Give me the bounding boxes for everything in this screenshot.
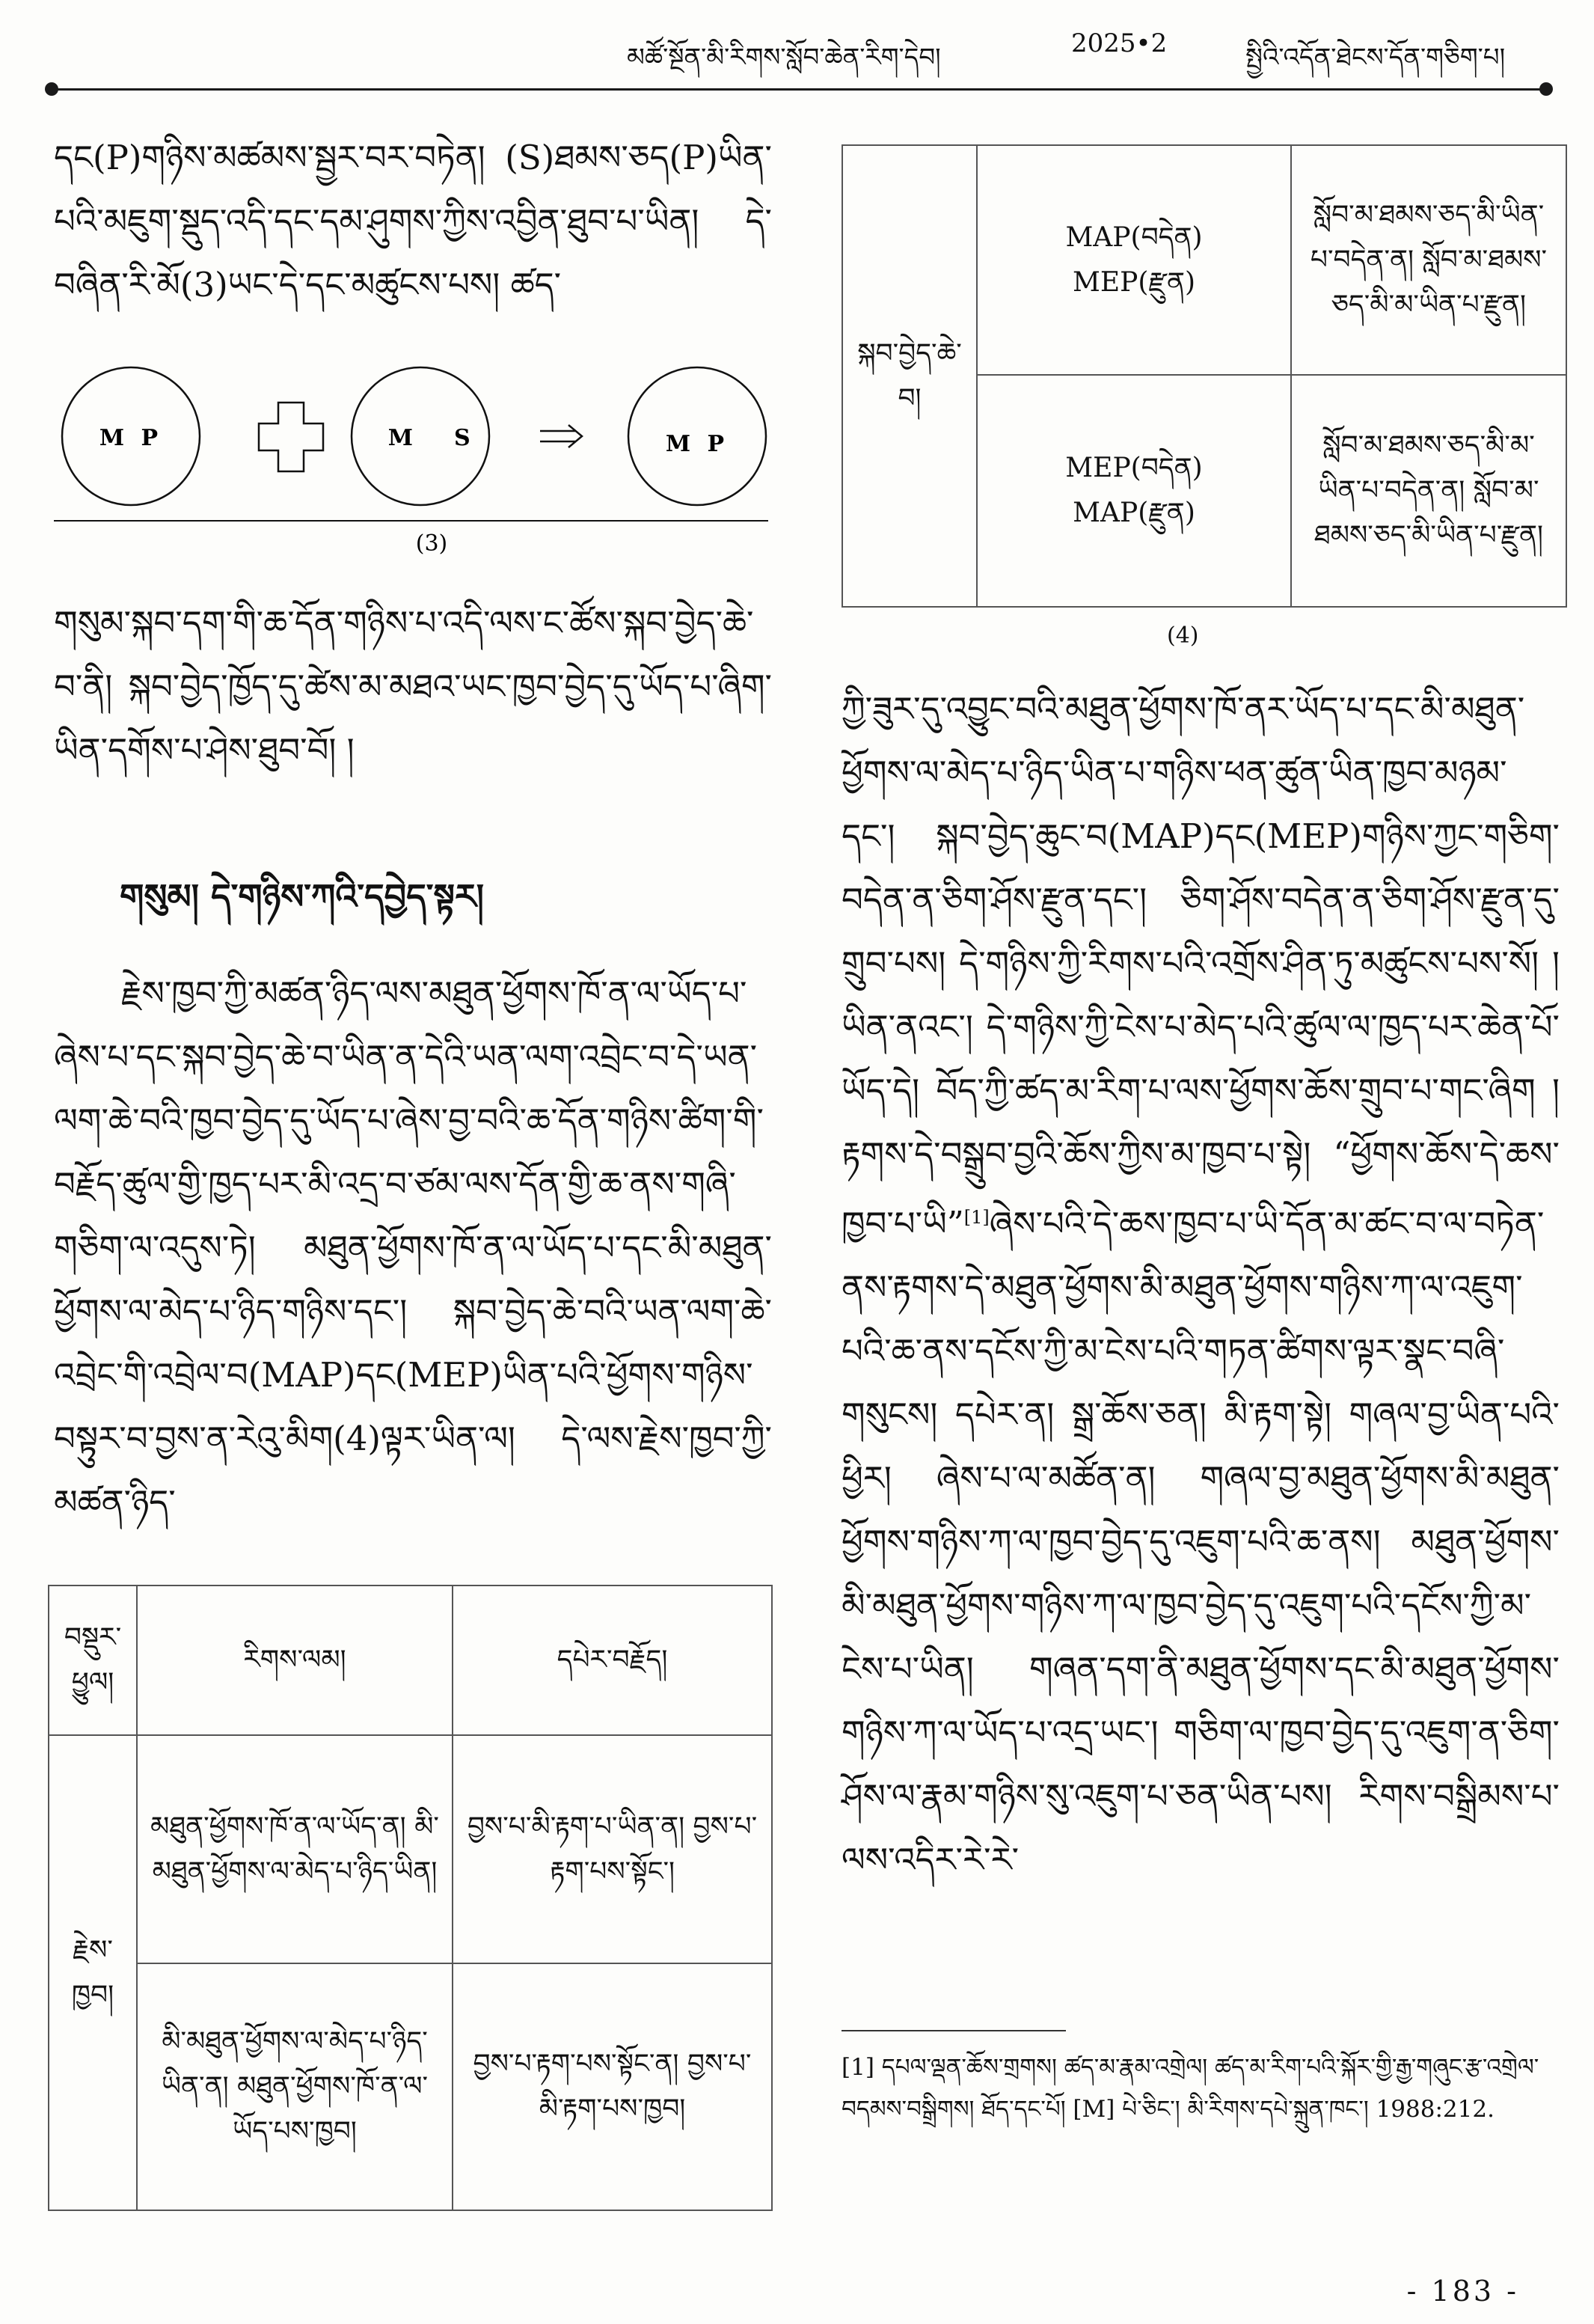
table-row-label: རྗེས་ཁྱབ། <box>49 1735 137 2210</box>
proposition-form: MEP(རྫུན) <box>1072 266 1196 298</box>
paragraph: རྗེས་ཁྱབ་ཀྱི་མཚན་ཉིད་ལས་མཐུན་ཕྱོགས་ཁོ་ན་ལ་ཡོད་པ་ཞེས་པ་དང་སྐབ་བྱེད་ཆེ་བ་ཡིན་ན་དེའི་ཡན་ལག་འབྲེང་བ་དེ་ཡན་ལག་ཆེ་བའི་ཁྱབ་བྱེད་དུ་ཡོད་པ་ཞེས་བྱ་བའི་ཆ་དོན་གཉིས་ཚིག་གི་བརྗོད་ཚུལ་གྱི་ཁྱད་པར་མི་འདྲ་བ་ཙམ་ལས་དོན་གྱི་ཆ་ནས་གཞི་གཅིག་ལ་འདུས་ཏེ། མཐུན་ཕྱོགས་ཁོ་ན་ལ་ཡོད་པ་དང་མི་མཐུན་ཕྱོགས་ལ་མེད་པ་ཉིད་གཉིས་དང་། སྐབ་བྱེད་ཆེ་བའི་ཡན་ལག་ཆེ་འབྲེང་གི་འབྲེལ་བ(MAP)དང(MEP)ཡིན་པའི་ཕྱོགས་གཉིས་བསྟུར་བ་བྱས་ན་རེའུ་མིག(4)ལྟར་ཡིན་ལ། དེ་ལས་རྗེས་ཁྱབ་ཀྱི་མཚན་ཉིད་ <box>54 973 772 1522</box>
table-cell: མཐུན་ཕྱོགས་ཁོ་ན་ལ་ཡོད་ན། མི་མཐུན་ཕྱོགས་ལ་མེད་པ་ཉིད་ཡིན། <box>137 1735 453 1963</box>
footnote-rule <box>842 2030 1066 2031</box>
table-cell: བྱས་པ་རྟག་པས་སྟོང་ན། བྱས་པ་མི་རྟག་པས་ཁྱབ། <box>453 1963 772 2210</box>
paragraph: གསུམ་སྐབ་དག་གི་ཆ་དོན་གཉིས་པ་འདི་ལས་ང་ཚོས་སྐབ་བྱེད་ཆེ་བ་ནི། སྐབ་བྱེད་ཁྱོད་དུ་ཚེས་མ་མཐའ་ཡང་ཁྱབ་བྱེད་དུ་ཡོད་པ་ཞིག་ཡིན་དགོས་པ་ཤེས་ཐུབ་བོ། ། <box>54 603 772 770</box>
proposition-form: MAP(རྫུན) <box>1073 498 1195 528</box>
paragraph-part: ཞེས་པའི་དེ་ཆས་ཁྱབ་པ་ཡི་དོན་མ་ཚང་བ་ལ་བཏེན་ནས་རྟགས་དེ་མཐུན་ཕྱོགས་མི་མཐུན་ཕྱོགས་གཉིས་ཀ་ལ་འཇུག་པའི་ཆ་ནས་དངོས་ཀྱི་མ་ངེས་པའི་གཏན་ཚིགས་ལྟར་སྣང་བཞི་གསུངས། དཔེར་ན། སྒྲ་ཆོས་ཅན། མི་རྟག་སྟེ། གཞལ་བྱ་ཡིན་པའི་ཕྱིར། ཞེས་པ་ལ་མཚོན་ན། གཞལ་བྱ་མཐུན་ཕྱོགས་མི་མཐུན་ཕྱོགས་གཉིས་ཀ་ལ་ཁྱབ་བྱེད་དུ་འཇུག་པའི་ཆ་ནས། མཐུན་ཕྱོགས་མི་མཐུན་ཕྱོགས་གཉིས་ཀ་ལ་ཁྱབ་བྱེད་དུ་འཇུག་པའི་དངོས་ཀྱི་མ་ངེས་པ་ཡིན། གཞན་དག་ནི་མཐུན་ཕྱོགས་དང་མི་མཐུན་ཕྱོགས་གཉིས་ཀ་ལ་ཡོད་པ་འདྲ་ཡང་། གཅིག་ལ་ཁྱབ་བྱེད་དུ་འཇུག་ན་ཅིག་ཤོས་ལ་རྣམ་གཉིས་སུ་འཇུག་པ་ཅན་ཡིན་པས། རིགས་བསྒྲིམས་པ་ལས་འདིར་རེ་རེ་ <box>842 1204 1560 1880</box>
right-column-text <box>842 677 1560 1892</box>
table-cell: སློབ་མ་ཐམས་ཅད་མི་མ་ཡིན་པ་བདེན་ན། སློབ་མ་ཐམས་ཅད་མི་ཡིན་པ་རྫུན། <box>1291 375 1566 607</box>
proposition-form: MAP(བདེན) <box>1065 221 1203 253</box>
footnote: [1] དཔལ་ལྡན་ཆོས་གྲགས། ཚད་མ་རྣམ་འགྲེལ། ཚད་མ་རིག་པའི་སྐོར་གྱི་རྒྱ་གཞུང་རྩ་འགྲེལ་བདམས་བསྒྲིགས། ཐོད་དང་པོ། [M] པེ་ཅིང་། མི་རིགས་དཔེ་སྐྲུན་ཁང་། 1988:212. <box>842 2054 1539 2123</box>
header-rule-dot-right <box>1539 82 1553 96</box>
circle2-s-label: S <box>454 425 470 451</box>
left-body-text <box>54 961 772 1534</box>
footnote-ref[interactable]: [1] <box>963 1207 990 1228</box>
table-cell: བྱས་པ་མི་རྟག་པ་ཡིན་ན། བྱས་པ་རྟག་པས་སྟོང་། <box>453 1735 772 1963</box>
page-number: - 183 - <box>1406 2275 1519 2308</box>
table-cell: མི་མཐུན་ཕྱོགས་ལ་མེད་པ་ཉིད་ཡིན་ན། མཐུན་ཕྱོགས་ཁོ་ན་ལ་ཡོད་པས་ཁྱབ། <box>137 1963 453 2210</box>
comparison-table-4 <box>842 144 1567 608</box>
table-header-cell: དཔེར་བརྗོད། <box>453 1585 772 1735</box>
plus-symbol <box>259 403 323 471</box>
section-title: སྤྱིའི་འདོན་ཐེངས་དོན་གཅིག་པ། <box>1245 43 1506 73</box>
table-cell <box>977 145 1291 375</box>
left-mid-text <box>54 591 772 782</box>
table-4-caption: (4) <box>1167 623 1199 649</box>
left-top-text <box>54 126 772 317</box>
paragraph-part: ཀྱི་ཟུར་དུ་འབྱུང་བའི་མཐུན་ཕྱོགས་ཁོ་ནར་ཡོད་པ་དང་མི་མཐུན་ཕྱོགས་ལ་མེད་པ་ཉིད་ཡིན་པ་གཉིས་ཕན་ཚུན་ཡིན་ཁྱབ་མཉམ་དང་། སྐབ་བྱེད་ཆུང་བ(MAP)དང(MEP)གཉིས་ཀྱང་གཅིག་བདེན་ན་ཅིག་ཤོས་རྫུན་དང་། ཅིག་ཤོས་བདེན་ན་ཅིག་ཤོས་རྫུན་དུ་གྲུབ་པས། དེ་གཉིས་ཀྱི་རིགས་པའི་འགྲོས་ཤིན་ཏུ་མཚུངས་པས་སོ། །ཡིན་ནའང་། དེ་གཉིས་ཀྱི་ངེས་པ་མེད་པའི་ཚུལ་ལ་ཁྱད་པར་ཆེན་པོ་ཡོད་དེ། བོད་ཀྱི་ཚད་མ་རིག་པ་ལས་ཕྱོགས་ཆོས་གྲུབ་པ་གང་ཞིག །རྟགས་དེ་བསྒྲུབ་བྱའི་ཆོས་ཀྱིས་མ་ཁྱབ་པ་སྟེ། “ཕྱོགས་ཆོས་དེ་ཆས་ཁྱབ་པ་ཡི” <box>842 689 1560 1244</box>
paragraph: དང(P)གཉིས་མཚམས་སྦྱར་བར་བཏེན། (S)ཐམས་ཅད(P)ཡིན་པའི་མཇུག་སྡུད་འདི་དང་དམ་ཤུགས་ཀྱིས་འབྱིན་ཐུབ་པ་ཡིན། དེ་བཞིན་རི་མོ(3)ཡང་དེ་དང་མཚུངས་པས། ཚད་ <box>54 138 772 305</box>
table-cell: སློབ་མ་ཐམས་ཅད་མི་ཡིན་པ་བདེན་ན། སློབ་མ་ཐམས་ཅད་མི་མ་ཡིན་པ་རྫུན། <box>1291 145 1566 375</box>
circle2-m-label: M <box>387 425 413 451</box>
figure-3 <box>54 358 772 575</box>
table-header-cell: བསྡུར་ཕྱུལ། <box>49 1585 137 1735</box>
circle3-label: M P <box>665 431 729 457</box>
journal-title: མཚོ་སྔོན་མི་རིགས་སློབ་ཆེན་རིག་དེབ། <box>627 43 941 73</box>
table-cell <box>977 375 1291 607</box>
header-rule <box>51 88 1548 91</box>
issue-number: 2025•2 <box>1071 28 1168 58</box>
table-row-label: སྐབ་བྱེད་ཆེ་བ། <box>842 145 977 607</box>
comparison-table-rjes-khyab <box>48 1585 773 2211</box>
paragraph <box>842 677 1560 1892</box>
figure-3-caption: (3) <box>415 530 448 557</box>
table-header-cell: རིགས་ལམ། <box>137 1585 453 1735</box>
circle1-label: M P <box>99 425 163 451</box>
section-heading: གསུམ། དེ་གཉིས་ཀའི་དབྱེད་སྟར། <box>120 876 485 917</box>
proposition-form: MEP(བདེན) <box>1065 453 1203 483</box>
implies-arrow <box>540 425 582 447</box>
